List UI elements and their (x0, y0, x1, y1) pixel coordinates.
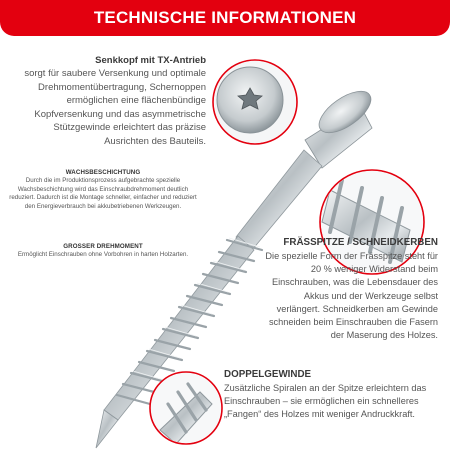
feature-coating (8, 168, 198, 211)
page-title: TECHNISCHE INFORMATIONEN (93, 8, 357, 27)
feature-head (20, 54, 206, 148)
feature-coating-text: Durch die im Produktionsprozess aufgebrachte spezielle Wachsbeschichtung wird das Einschraubdrehmoment deutlich reduziert. Dadurch ist die Montage schneller, einfacher und reduziert den Energieverbrauch bei akkubetriebenen Werkzeugen. (9, 177, 197, 210)
feature-coating-title: WACHSBESCHICHTUNG (65, 169, 141, 176)
feature-head-title: Senkkopf mit TX-Antrieb (95, 55, 206, 66)
feature-torque-text: Ermöglicht Einschrauben ohne Vorbohren in harten Holzarten. (17, 251, 189, 258)
feature-tip-title: FRÄSSPITZE / SCHNEIDKERBEN (283, 237, 438, 248)
feature-thread-title: DOPPELGEWINDE (224, 369, 312, 380)
feature-torque-title: GROSSER DREHMOMENT (63, 243, 143, 250)
feature-thread-text: Zusätzliche Spiralen an der Spitze erleichtern das Einschrauben – sie ermöglichen ein schnelleres „Fangen“ des Holzes mit weniger Andruckkraft. (224, 383, 427, 420)
feature-thread (224, 368, 438, 422)
feature-tip-text: Die spezielle Form der Frässpitze steht für 20 % weniger Widerstand beim Einschrauben, was die Lebensdauer des Akkus und der Werkzeuge selbst verlängert. Schneidkerben am Gewinde schneiden beim Einschrauben die Fasern der Maserung des Holzes. (265, 251, 438, 341)
feature-torque (8, 242, 198, 260)
callout-thread (150, 372, 222, 444)
callout-head (212, 60, 302, 150)
feature-head-text: sorgt für saubere Versenkung und optimale Drehmomentübertragung, Schernoppen ermöglichen eine flächenbündige Kopfversenkung und das asymmetrische Stützgewinde erleichtert das präzise Ausrichten des Bauteils. (24, 68, 206, 147)
feature-tip (258, 236, 438, 342)
